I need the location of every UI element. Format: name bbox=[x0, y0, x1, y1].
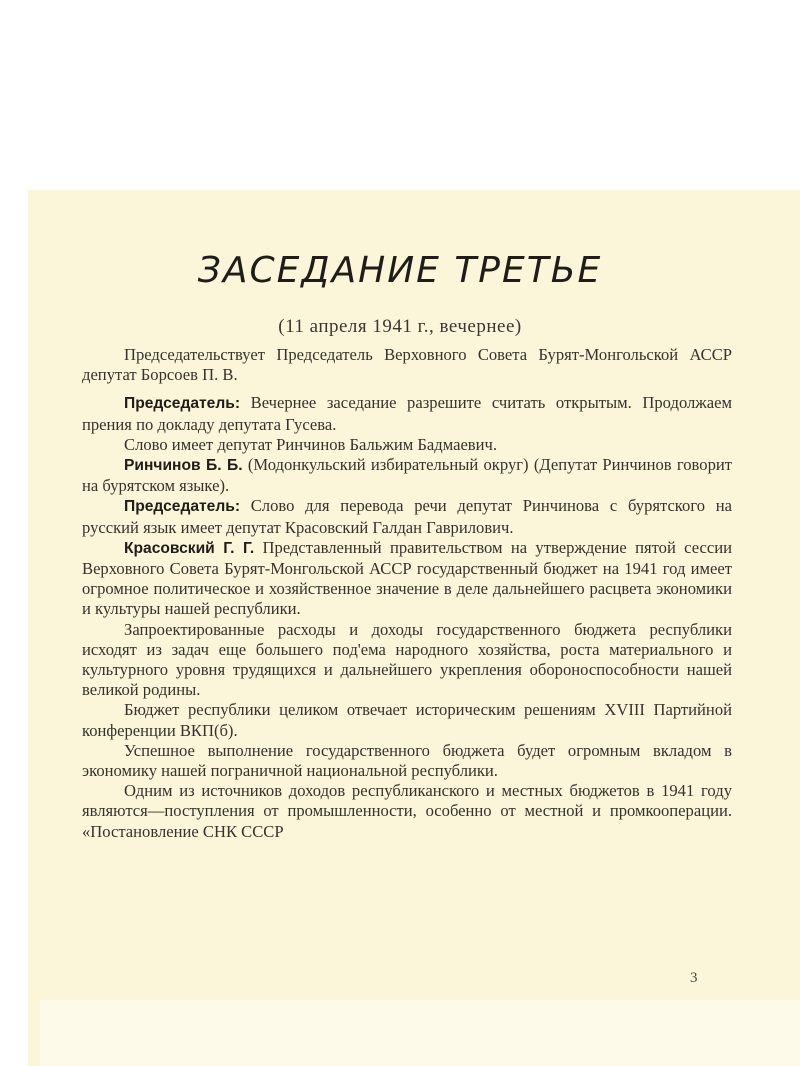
paragraph-text: (Модонкульский избирательный округ) (Депутат Ринчинов говорит на бурятском языке). bbox=[82, 455, 732, 496]
paragraph-text: Вечернее заседание разрешите считать открытым. Продолжаем прения по докладу депутата Гусева. bbox=[82, 393, 732, 434]
paragraph bbox=[82, 700, 732, 740]
speaker-name: Красовский Г. Г. bbox=[124, 539, 255, 557]
paragraph bbox=[82, 393, 732, 434]
paragraph-text: Председательствует Председатель Верховного Совета Бурят-Монгольской АССР депутат Борсоев П. В. bbox=[82, 345, 732, 385]
paragraph bbox=[82, 741, 732, 781]
paragraph-text: Одним из источников доходов республиканского и местных бюджетов в 1941 году являются—поступления от промышленности, особенно от местной и промкооперации. «Постановление СНК СССР bbox=[82, 781, 732, 841]
paragraph-text: Слово имеет депутат Ринчинов Бальжим Бадмаевич. bbox=[124, 434, 498, 454]
paragraph-text: Успешное выполнение государственного бюджета будет огромным вкладом в экономику нашей пограничной национальной республики. bbox=[82, 740, 732, 781]
paragraph bbox=[82, 781, 732, 842]
session-date: (11 апреля 1941 г., вечернее) bbox=[278, 316, 522, 337]
paper-bottom-band bbox=[40, 1000, 800, 1066]
speaker-name: Председатель: bbox=[124, 498, 241, 516]
paragraph bbox=[82, 345, 732, 385]
paragraph bbox=[82, 435, 732, 455]
speaker-name: Председатель: bbox=[124, 395, 241, 413]
page-number: 3 bbox=[690, 970, 698, 986]
section-title: ЗАСЕДАНИЕ ТРЕТЬЕ bbox=[197, 250, 603, 291]
paragraph-text: Бюджет республики целиком отвечает историческим решениям XVIII Партийной конференции ВКП(б). bbox=[82, 700, 732, 740]
speaker-name: Ринчинов Б. Б. bbox=[124, 457, 243, 475]
paragraph-text: Представленный правительством на утверждение пятой сессии Верховного Совета Бурят-Монгольской АССР государственный бюджет на 1941 год имеет огромное политическое и хозяйственное значение в деле дальнейшего расцвета экономики и культуры нашей республики. bbox=[82, 537, 732, 619]
document-body bbox=[82, 345, 732, 842]
paragraph bbox=[82, 455, 732, 496]
paragraph bbox=[82, 538, 732, 620]
paragraph-text: Запроектированные расходы и доходы государственного бюджета республики исходят из задач еще большего под'ема народного хозяйства, роста материального и культурного уровня трудящихся и дальнейшего укрепления обороноспособности нашей великой родины. bbox=[82, 619, 732, 700]
paragraph-text: Слово для перевода речи депутат Ринчинова с бурятского на русский язык имеет депутат Красовский Галдан Гаврилович. bbox=[82, 496, 732, 537]
paragraph bbox=[82, 496, 732, 537]
paragraph bbox=[82, 620, 732, 701]
